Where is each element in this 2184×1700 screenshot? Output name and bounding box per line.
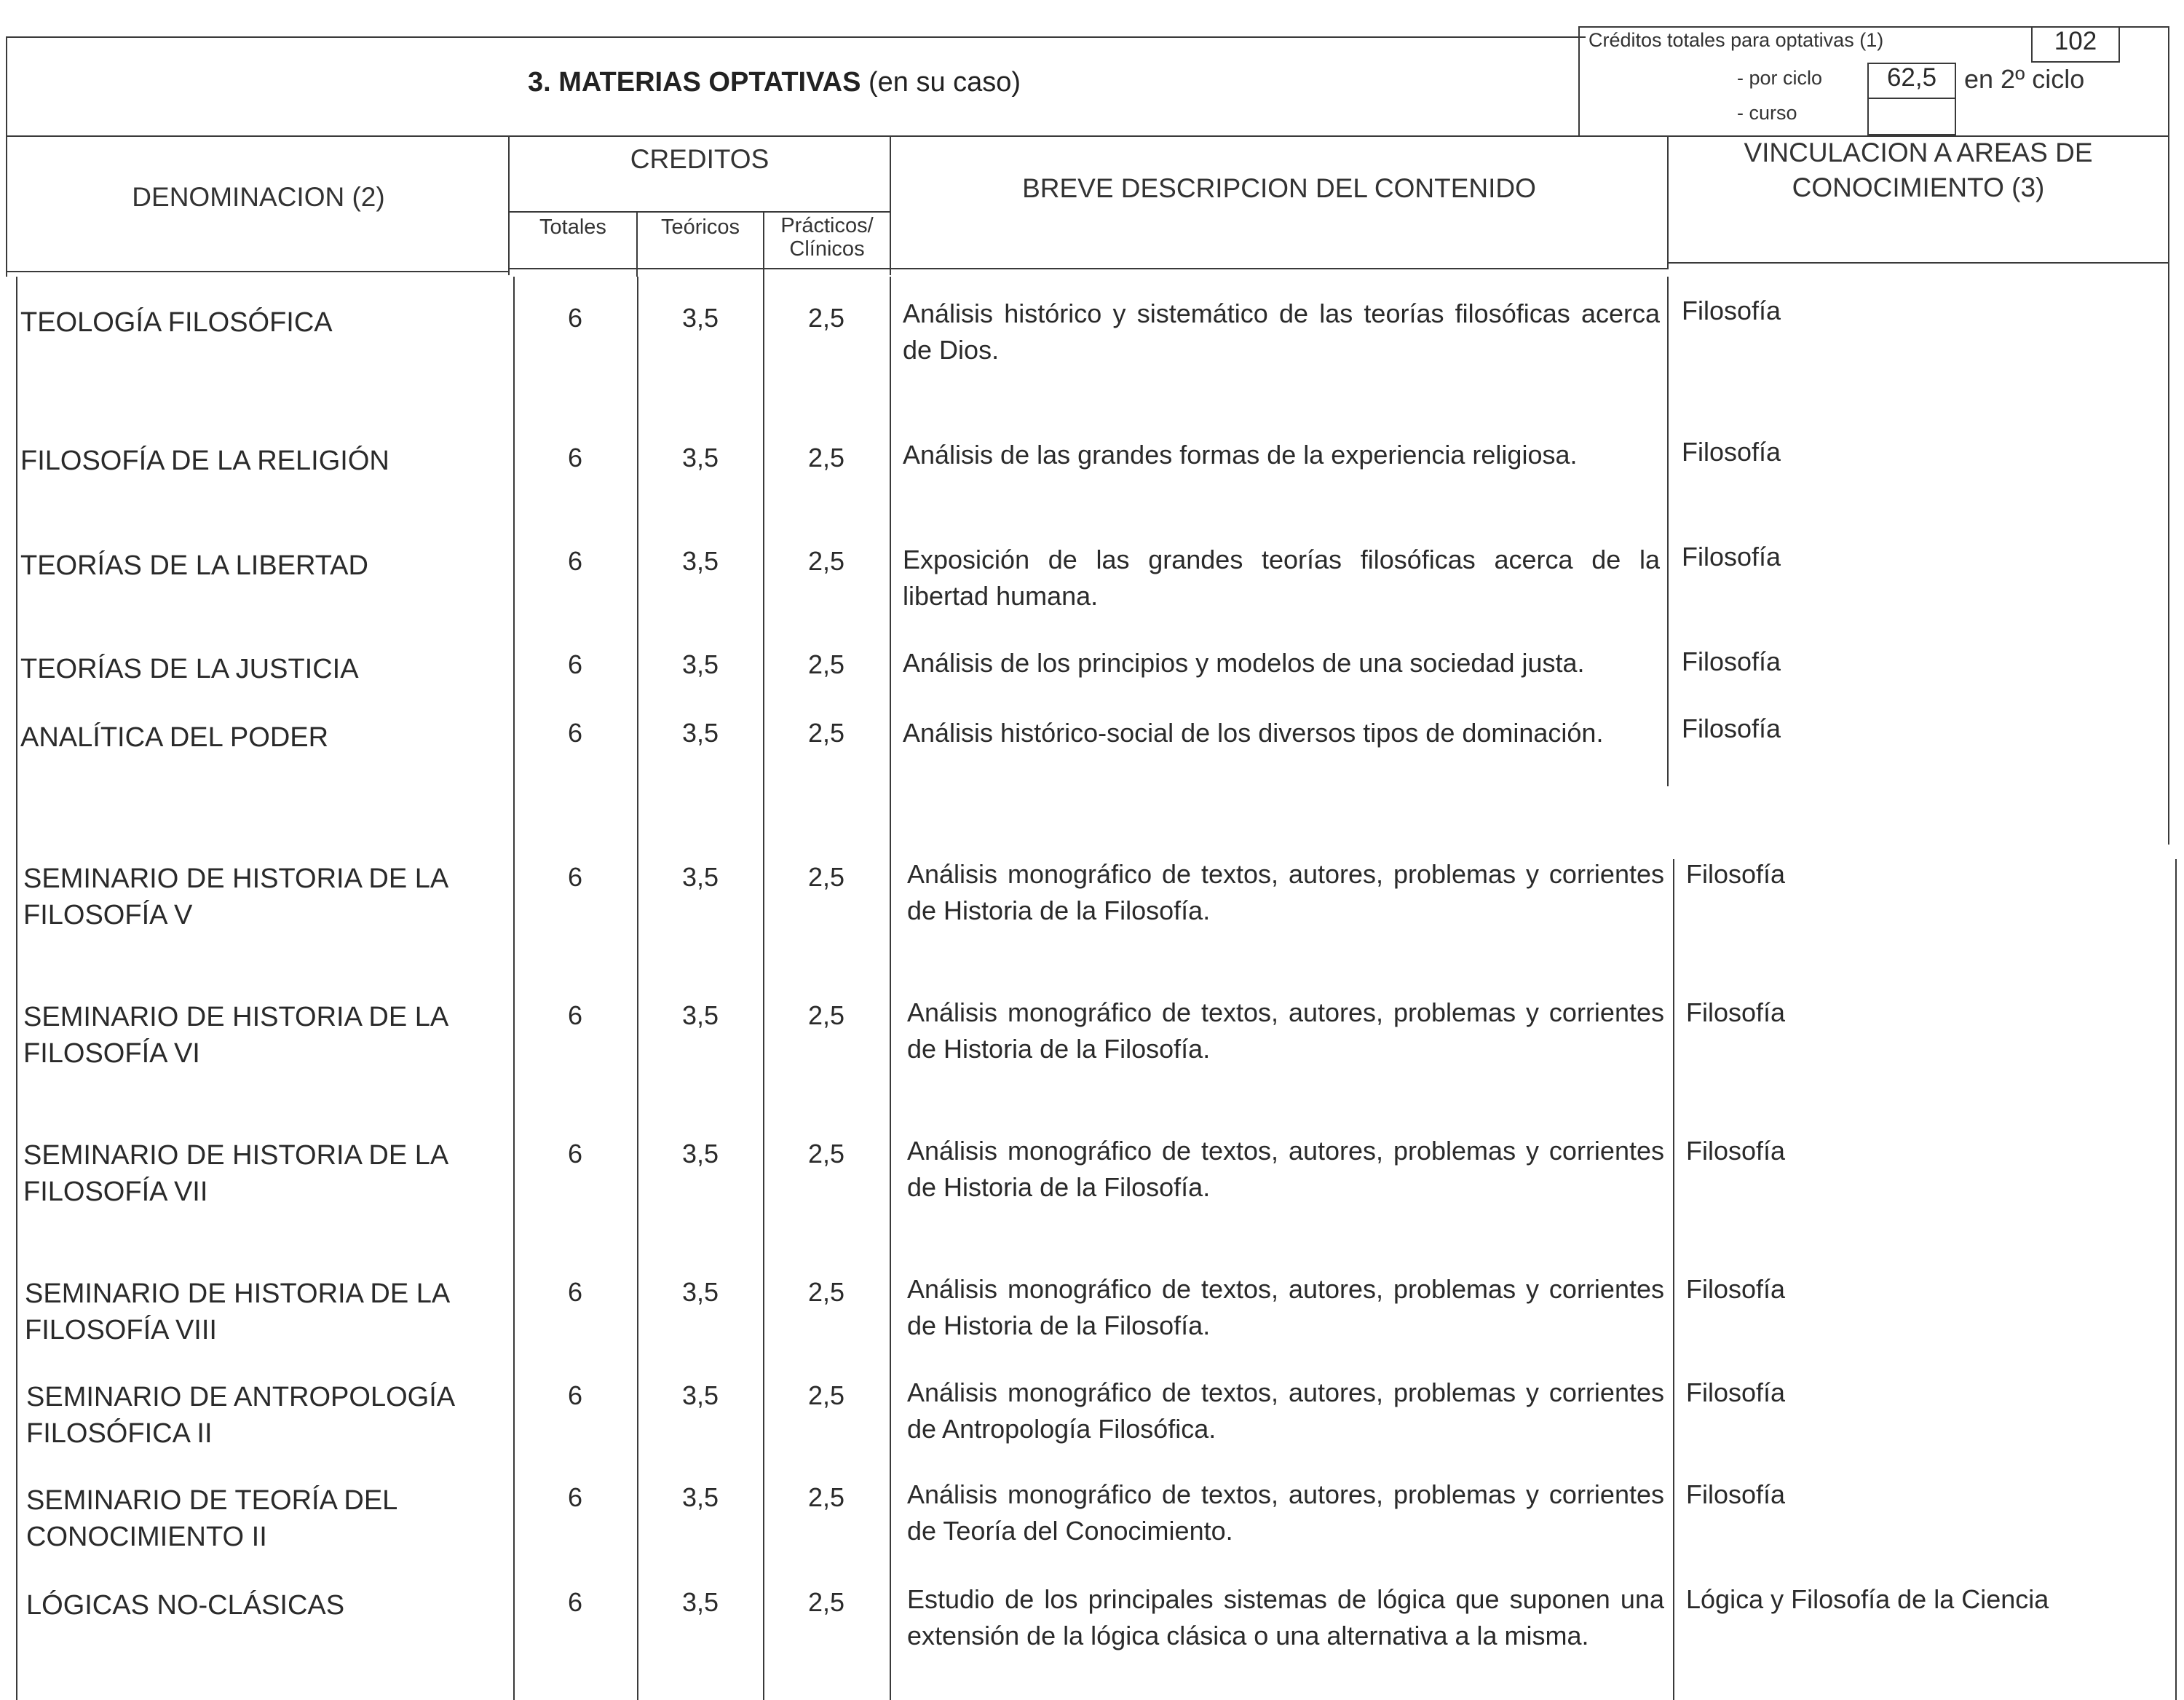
- credits-theory: 3,5: [681, 443, 719, 473]
- credits-theory: 3,5: [681, 1380, 719, 1410]
- subject-name: SEMINARIO DE HISTORIA DE LA FILOSOFÍA VI: [23, 1002, 448, 1069]
- subject-description: Análisis monográfico de textos, autores, problemas y corrientes de Teoría del Conocimiento.: [907, 1479, 1664, 1546]
- knowledge-area: Filosofía: [1686, 997, 1786, 1027]
- credits-practice: 2,5: [807, 546, 845, 576]
- credits-total: 6: [567, 718, 583, 748]
- subject-name: FILOSOFÍA DE LA RELIGIÓN: [20, 446, 389, 476]
- credits-theory: 3,5: [681, 1587, 719, 1617]
- subject-description: Análisis de las grandes formas de la experiencia religiosa.: [903, 440, 1578, 470]
- col-practicos-line1: Prácticos/: [780, 214, 874, 237]
- credits-theory: 3,5: [681, 1277, 719, 1307]
- curso-label: - curso: [1737, 102, 1797, 124]
- por-ciclo-value-box: 62,5: [1867, 63, 1956, 99]
- totals-label: Créditos totales para optativas (1): [1588, 29, 1884, 51]
- credits-theory: 3,5: [681, 546, 719, 576]
- credits-total: 6: [567, 1000, 583, 1030]
- knowledge-area: Filosofía: [1686, 859, 1786, 889]
- knowledge-area: Filosofía: [1682, 647, 1781, 676]
- credits-total: 6: [567, 1277, 583, 1307]
- subject-description: Análisis histórico-social de los diversos tipos de dominación.: [903, 718, 1604, 748]
- knowledge-area: Filosofía: [1686, 1136, 1786, 1166]
- section-title-main: 3. MATERIAS OPTATIVAS: [528, 67, 861, 98]
- col-teoricos: Teóricos: [661, 216, 740, 239]
- col-creditos: CREDITOS: [630, 144, 769, 174]
- subject-name: SEMINARIO DE HISTORIA DE LA FILOSOFÍA V: [23, 863, 448, 930]
- knowledge-area: Filosofía: [1682, 437, 1781, 467]
- subject-name: TEOLOGÍA FILOSÓFICA: [20, 307, 333, 338]
- col-denominacion: DENOMINACION (2): [132, 182, 385, 212]
- knowledge-area: Filosofía: [1682, 542, 1781, 572]
- col-vinculacion: [1669, 135, 2168, 205]
- knowledge-area: Filosofía: [1682, 713, 1781, 743]
- subject-description: Exposición de las grandes teorías filosóficas acerca de la libertad humana.: [903, 545, 1660, 611]
- credits-practice: 2,5: [807, 1587, 845, 1617]
- section-title-qualifier: (en su caso): [860, 67, 1021, 98]
- subject-name: SEMINARIO DE ANTROPOLOGÍA FILOSÓFICA II: [26, 1382, 454, 1449]
- subject-name: SEMINARIO DE HISTORIA DE LA FILOSOFÍA VII: [23, 1140, 448, 1207]
- credits-total: 6: [567, 862, 583, 892]
- subject-name: TEORÍAS DE LA JUSTICIA: [20, 654, 359, 684]
- credits-practice: 2,5: [807, 862, 845, 892]
- knowledge-area: Filosofía: [1686, 1479, 1786, 1509]
- credits-total: 6: [567, 546, 583, 576]
- credits-theory: 3,5: [681, 1139, 719, 1169]
- credits-total: 6: [567, 443, 583, 473]
- credits-theory: 3,5: [681, 862, 719, 892]
- subject-description: Análisis monográfico de textos, autores, problemas y corrientes de Historia de la Filosofía.: [907, 1136, 1664, 1202]
- totals-value-box: 102: [2031, 26, 2120, 63]
- credits-practice: 2,5: [807, 718, 845, 748]
- credits-theory: 3,5: [681, 303, 719, 333]
- subject-name: SEMINARIO DE HISTORIA DE LA FILOSOFÍA VIII: [25, 1278, 449, 1345]
- subject-description: Análisis monográfico de textos, autores, problemas y corrientes de Antropología Filosófica.: [907, 1377, 1664, 1444]
- credits-practice: 2,5: [807, 1139, 845, 1169]
- credits-practice: 2,5: [807, 649, 845, 679]
- col-vinculacion-line1: VINCULACION A AREAS DE: [1744, 138, 2093, 167]
- subject-name: LÓGICAS NO-CLÁSICAS: [26, 1590, 345, 1621]
- curso-value-box: [1867, 98, 1956, 135]
- credits-total: 6: [567, 1139, 583, 1169]
- section-title: [528, 67, 1021, 98]
- credits-practice: 2,5: [807, 1277, 845, 1307]
- col-practicos: [764, 214, 890, 261]
- credits-theory: 3,5: [681, 718, 719, 748]
- credits-practice: 2,5: [807, 1482, 845, 1512]
- subject-name: TEORÍAS DE LA LIBERTAD: [20, 550, 368, 581]
- col-totales: Totales: [539, 216, 606, 239]
- subject-description: Análisis monográfico de textos, autores, problemas y corrientes de Historia de la Filosofía.: [907, 997, 1664, 1064]
- knowledge-area: Filosofía: [1682, 296, 1781, 325]
- subject-description: Análisis monográfico de textos, autores, problemas y corrientes de Historia de la Filosofía.: [907, 1274, 1664, 1340]
- ciclo-suffix: en 2º ciclo: [1964, 64, 2085, 94]
- credits-theory: 3,5: [681, 1482, 719, 1512]
- knowledge-area: Filosofía: [1686, 1274, 1786, 1304]
- subject-description: Estudio de los principales sistemas de lógica que suponen una extensión de la lógica clásica o una alternativa a la misma.: [907, 1584, 1664, 1650]
- credits-total: 6: [567, 1482, 583, 1512]
- credits-theory: 3,5: [681, 649, 719, 679]
- subject-name: ANALÍTICA DEL PODER: [20, 722, 329, 753]
- col-descripcion: BREVE DESCRIPCION DEL CONTENIDO: [1022, 173, 1536, 203]
- credits-total: 6: [567, 1587, 583, 1617]
- credits-total: 6: [567, 303, 583, 333]
- credits-practice: 2,5: [807, 443, 845, 473]
- credits-theory: 3,5: [681, 1000, 719, 1030]
- credits-practice: 2,5: [807, 303, 845, 333]
- credits-total: 6: [567, 649, 583, 679]
- subject-description: Análisis histórico y sistemático de las teorías filosóficas acerca de Dios.: [903, 299, 1660, 365]
- col-practicos-line2: Clínicos: [789, 237, 865, 261]
- knowledge-area: Filosofía: [1686, 1377, 1786, 1407]
- subject-description: Análisis monográfico de textos, autores, problemas y corrientes de Historia de la Filosofía.: [907, 859, 1664, 925]
- subject-name: SEMINARIO DE TEORÍA DEL CONOCIMIENTO II: [26, 1485, 397, 1552]
- knowledge-area: Lógica y Filosofía de la Ciencia: [1686, 1584, 2049, 1614]
- col-vinculacion-line2: CONOCIMIENTO (3): [1792, 173, 2045, 202]
- por-ciclo-label: - por ciclo: [1737, 67, 1823, 89]
- credits-practice: 2,5: [807, 1000, 845, 1030]
- subject-description: Análisis de los principios y modelos de una sociedad justa.: [903, 648, 1585, 678]
- credits-total: 6: [567, 1380, 583, 1410]
- credits-practice: 2,5: [807, 1380, 845, 1410]
